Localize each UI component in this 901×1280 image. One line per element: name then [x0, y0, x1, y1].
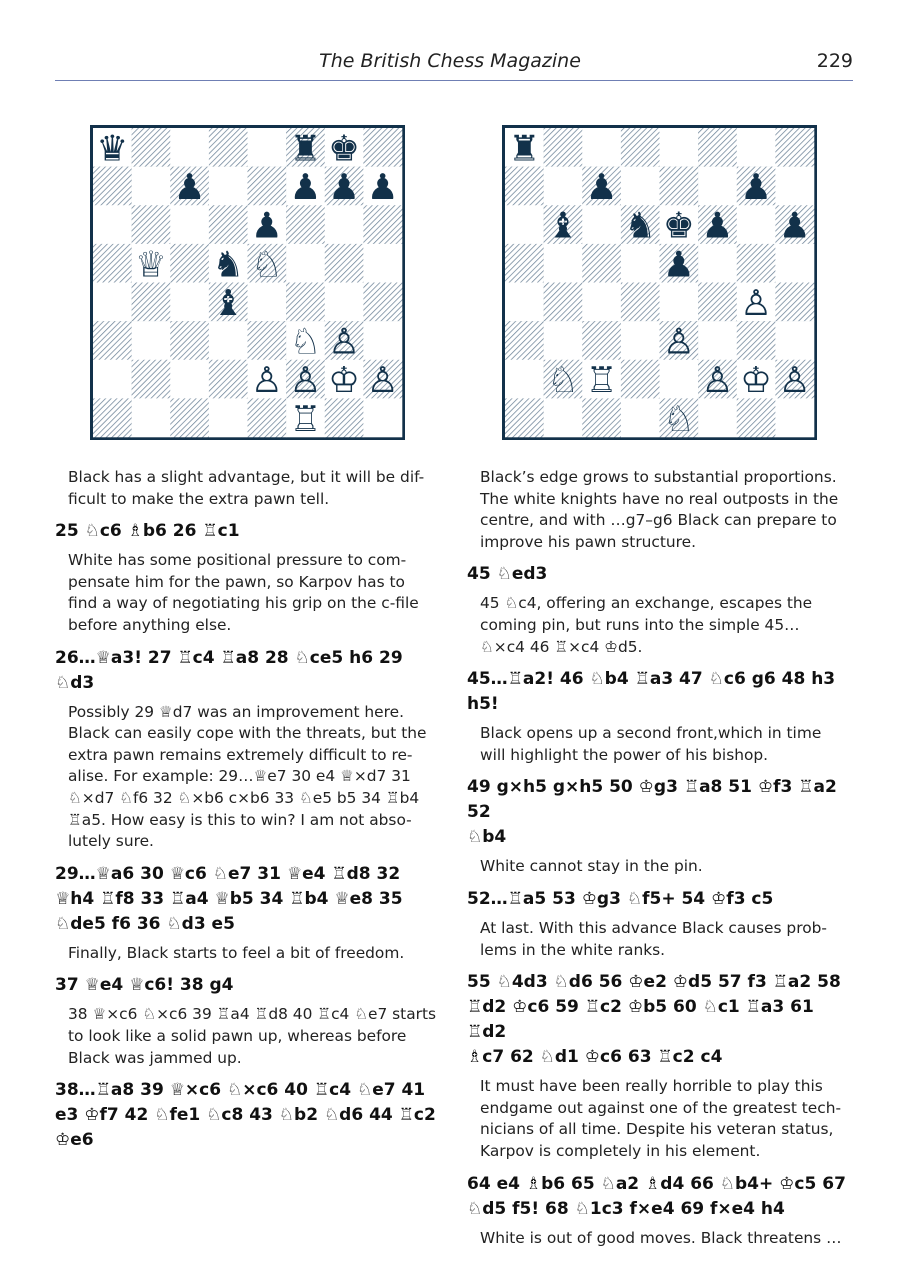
text-line: before anything else. [68, 615, 232, 634]
black-pawn-icon: ♟ [173, 167, 206, 209]
light-square [170, 283, 209, 322]
light-square [582, 283, 621, 322]
dark-square [621, 128, 660, 167]
move-text [55, 1078, 443, 1153]
text-column-left [55, 467, 443, 1159]
move-text [467, 970, 855, 1070]
text-line: e3 ♔f7 42 ♘fe1 ♘c8 43 ♘b2 ♘d6 44 ♖c2 [55, 1105, 436, 1126]
text-line: improve his pawn structure. [480, 532, 697, 551]
text-line: 45 ♘c4, offering an exchange, escapes the [480, 594, 813, 613]
dark-square [621, 283, 660, 322]
dark-square [286, 283, 325, 322]
text-line: 25 ♘c6 ♗b6 26 ♖c1 [55, 521, 240, 542]
chessboard-svg [502, 125, 817, 440]
light-square [325, 283, 364, 322]
annotation-text [467, 723, 855, 766]
text-line: centre, and with …g7–g6 Black can prepare to [480, 511, 837, 530]
white-king-icon: ♔ [328, 360, 360, 402]
light-square [248, 283, 287, 322]
light-square [209, 398, 248, 437]
text-line: ♘de5 f6 36 ♘d3 e5 [55, 913, 235, 934]
white-pawn-icon: ♙ [328, 321, 360, 363]
text-line: It must have been really horrible to play this [480, 1077, 823, 1096]
black-knight-icon: ♞ [212, 244, 245, 286]
dark-square [582, 244, 621, 283]
light-square [582, 205, 621, 244]
text-line: nicians of all time. Despite his veteran status, [480, 1120, 834, 1139]
annotation-text [467, 467, 855, 553]
text-line: The white knights have no real outposts in the [480, 489, 839, 508]
dark-square [505, 321, 544, 360]
text-line: ♘×c4 46 ♖×c4 ♔d5. [480, 637, 643, 656]
text-line: ♕h4 ♖f8 33 ♖a4 ♕b5 34 ♖b4 ♕e8 35 [55, 888, 403, 909]
white-pawn-icon: ♙ [701, 360, 734, 402]
text-line: White has some positional pressure to com- [68, 551, 407, 570]
light-square [325, 205, 364, 244]
dark-square [248, 167, 287, 206]
annotation-text [55, 550, 443, 636]
dark-square [248, 321, 287, 360]
black-pawn-icon: ♟ [778, 205, 811, 247]
dark-square [132, 360, 171, 399]
white-pawn-icon: ♙ [662, 321, 695, 363]
text-line: Black was jammed up. [68, 1048, 242, 1067]
text-line: endgame out against one of the greatest tech- [480, 1098, 842, 1117]
chess-diagram-right [502, 125, 817, 440]
text-line: Finally, Black starts to feel a bit of freedom. [68, 943, 405, 962]
text-line: 64 e4 ♗b6 65 ♘a2 ♗d4 66 ♘b4+ ♔c5 67 [467, 1173, 846, 1194]
black-bishop-icon: ♝ [547, 205, 579, 247]
dark-square [132, 205, 171, 244]
light-square [621, 244, 660, 283]
text-line: 38…♖a8 39 ♕×c6 ♘×c6 40 ♖c4 ♘e7 41 [55, 1080, 426, 1101]
dark-square [737, 398, 776, 437]
annotation-text [55, 943, 443, 965]
dark-square [660, 167, 699, 206]
dark-square [363, 128, 402, 167]
light-square [775, 244, 814, 283]
light-square [505, 205, 544, 244]
light-square [582, 128, 621, 167]
text-line: ♘d3 [55, 672, 95, 693]
white-knight-icon: ♘ [547, 360, 579, 402]
text-line: to look like a solid pawn up, whereas before [68, 1026, 407, 1045]
light-square [544, 244, 583, 283]
dark-square [93, 167, 132, 206]
black-rook-icon: ♜ [508, 128, 541, 170]
light-square [660, 283, 699, 322]
white-pawn-icon: ♙ [366, 360, 399, 402]
annotation-text [55, 702, 443, 853]
text-line: ♖d2 ♔c6 59 ♖c2 ♔b5 60 ♘c1 ♖a3 61 ♖d2 [467, 997, 814, 1043]
black-pawn-icon: ♟ [289, 167, 322, 209]
text-line: ♘d5 f5! 68 ♘1c3 f×e4 69 f×e4 h4 [467, 1198, 785, 1219]
annotation-text [467, 1076, 855, 1162]
dark-square [775, 283, 814, 322]
text-line: lutely sure. [68, 832, 154, 851]
dark-square [93, 321, 132, 360]
text-line: 37 ♕e4 ♕c6! 38 g4 [55, 975, 234, 996]
white-pawn-icon: ♙ [778, 360, 811, 402]
light-square [363, 321, 402, 360]
text-line: lems in the white ranks. [480, 940, 666, 959]
light-square [505, 360, 544, 399]
text-line: coming pin, but runs into the simple 45… [480, 615, 800, 634]
white-rook-icon: ♖ [585, 360, 618, 402]
text-line: Black’s edge grows to substantial proportions. [480, 468, 837, 486]
dark-square [248, 398, 287, 437]
running-header-title: The British Chess Magazine [319, 50, 581, 72]
text-line: ♔e6 [55, 1130, 94, 1151]
light-square [363, 244, 402, 283]
text-line: 38 ♕×c6 ♘×c6 39 ♖a4 ♖d8 40 ♖c4 ♘e7 starts [68, 1005, 437, 1024]
light-square [209, 167, 248, 206]
light-square [660, 360, 699, 399]
dark-square [170, 398, 209, 437]
light-square [170, 360, 209, 399]
text-line: h5! [467, 694, 499, 715]
text-column-right [467, 467, 855, 1258]
dark-square [621, 360, 660, 399]
light-square [209, 321, 248, 360]
light-square [363, 398, 402, 437]
light-square [660, 128, 699, 167]
light-square [698, 321, 737, 360]
text-line: alise. For example: 29…♕e7 30 e4 ♕×d7 31 [68, 767, 411, 786]
dark-square [209, 360, 248, 399]
text-line: At last. With this advance Black causes prob- [480, 918, 827, 937]
text-line: 52…♖a5 53 ♔g3 ♘f5+ 54 ♔f3 c5 [467, 888, 774, 909]
light-square [737, 205, 776, 244]
black-knight-icon: ♞ [624, 205, 657, 247]
chessboard-svg [90, 125, 405, 440]
text-line: Karpov is completely in his element. [480, 1141, 761, 1160]
light-square [698, 167, 737, 206]
dark-square [505, 167, 544, 206]
light-square [775, 321, 814, 360]
light-square [170, 128, 209, 167]
move-text [467, 887, 855, 912]
black-bishop-icon: ♝ [212, 282, 245, 324]
light-square [248, 128, 287, 167]
dark-square [93, 244, 132, 283]
move-text [467, 562, 855, 587]
dark-square [363, 205, 402, 244]
page-number: 229 [816, 50, 853, 72]
dark-square [775, 128, 814, 167]
light-square [737, 128, 776, 167]
text-line: 49 g×h5 g×h5 50 ♔g3 ♖a8 51 ♔f3 ♖a2 52 [467, 777, 837, 823]
light-square [775, 167, 814, 206]
black-pawn-icon: ♟ [740, 167, 772, 209]
black-pawn-icon: ♟ [662, 244, 695, 286]
move-text [55, 519, 443, 544]
light-square [698, 244, 737, 283]
text-line: find a way of negotiating his grip on the c-file [68, 594, 419, 613]
light-square [544, 167, 583, 206]
annotation-text [55, 467, 443, 510]
light-square [698, 398, 737, 437]
text-line: extra pawn remains extremely difficult to re- [68, 745, 413, 764]
dark-square [737, 244, 776, 283]
text-line: 26…♕a3! 27 ♖c4 ♖a8 28 ♘ce5 h6 29 [55, 647, 403, 668]
dark-square [582, 398, 621, 437]
dark-square [505, 244, 544, 283]
white-knight-icon: ♘ [289, 321, 322, 363]
text-line: ♗c7 62 ♘d1 ♔c6 63 ♖c2 c4 [467, 1047, 723, 1068]
dark-square [325, 244, 364, 283]
annotation-text [467, 856, 855, 878]
text-line: ♘×d7 ♘f6 32 ♘×b6 c×b6 33 ♘e5 b5 34 ♖b4 [68, 788, 420, 807]
dark-square [170, 321, 209, 360]
text-line: Black opens up a second front,which in time [480, 724, 822, 743]
dark-square [325, 398, 364, 437]
white-pawn-icon: ♙ [289, 360, 322, 402]
text-line: 55 ♘4d3 ♘d6 56 ♔e2 ♔d5 57 f3 ♖a2 58 [467, 972, 841, 993]
dark-square [363, 283, 402, 322]
text-line: Possibly 29 ♕d7 was an improvement here. [68, 702, 404, 721]
light-square [621, 398, 660, 437]
light-square [775, 398, 814, 437]
white-pawn-icon: ♙ [250, 360, 283, 402]
dark-square [544, 283, 583, 322]
white-knight-icon: ♘ [662, 398, 695, 440]
dark-square [209, 205, 248, 244]
text-line: will highlight the power of his bishop. [480, 745, 769, 764]
light-square [621, 321, 660, 360]
annotation-text [467, 918, 855, 961]
black-pawn-icon: ♟ [366, 167, 399, 209]
text-line: ♖a5. How easy is this to win? I am not abso- [68, 810, 412, 829]
text-line: 45…♖a2! 46 ♘b4 ♖a3 47 ♘c6 g6 48 h3 [467, 669, 836, 690]
chess-diagram-left [90, 125, 405, 440]
text-line: Black has a slight advantage, but it will be dif- [68, 468, 425, 486]
black-king-icon: ♚ [328, 128, 360, 170]
black-rook-icon: ♜ [289, 128, 322, 170]
light-square [170, 205, 209, 244]
text-line: Black can easily cope with the threats, but the [68, 724, 427, 743]
dark-square [170, 244, 209, 283]
text-line: pensate him for the pawn, so Karpov has to [68, 572, 405, 591]
light-square [505, 283, 544, 322]
move-text [55, 862, 443, 937]
black-pawn-icon: ♟ [328, 167, 360, 209]
light-square [93, 360, 132, 399]
text-line: White cannot stay in the pin. [480, 857, 703, 876]
white-king-icon: ♔ [740, 360, 772, 402]
black-pawn-icon: ♟ [701, 205, 734, 247]
move-text [467, 1172, 855, 1222]
text-line: 29…♕a6 30 ♕c6 ♘e7 31 ♕e4 ♖d8 32 [55, 863, 401, 884]
dark-square [209, 128, 248, 167]
light-square [132, 167, 171, 206]
dark-square [698, 283, 737, 322]
black-queen-icon: ♛ [96, 128, 129, 170]
light-square [93, 205, 132, 244]
text-line: ♘b4 [467, 827, 507, 848]
white-rook-icon: ♖ [289, 398, 322, 440]
annotation-text [467, 593, 855, 658]
dark-square [505, 398, 544, 437]
dark-square [286, 205, 325, 244]
dark-square [582, 321, 621, 360]
dark-square [737, 321, 776, 360]
header-rule [55, 80, 853, 81]
move-text [55, 646, 443, 696]
light-square [544, 321, 583, 360]
dark-square [544, 128, 583, 167]
black-pawn-icon: ♟ [250, 205, 283, 247]
light-square [621, 167, 660, 206]
dark-square [132, 283, 171, 322]
annotation-text [467, 1228, 855, 1250]
dark-square [93, 398, 132, 437]
light-square [286, 244, 325, 283]
text-line: 45 ♘ed3 [467, 564, 548, 585]
light-square [544, 398, 583, 437]
move-text [467, 775, 855, 850]
annotation-text [55, 1004, 443, 1069]
move-text [467, 667, 855, 717]
white-pawn-icon: ♙ [740, 282, 772, 324]
black-king-icon: ♚ [662, 205, 695, 247]
dark-square [698, 128, 737, 167]
light-square [132, 398, 171, 437]
black-pawn-icon: ♟ [585, 167, 618, 209]
light-square [132, 321, 171, 360]
move-text [55, 973, 443, 998]
light-square [93, 283, 132, 322]
text-line: ficult to make the extra pawn tell. [68, 489, 330, 508]
text-line: White is out of good moves. Black threatens … [480, 1228, 842, 1247]
dark-square [132, 128, 171, 167]
white-knight-icon: ♘ [250, 244, 283, 286]
white-queen-icon: ♕ [135, 244, 167, 286]
